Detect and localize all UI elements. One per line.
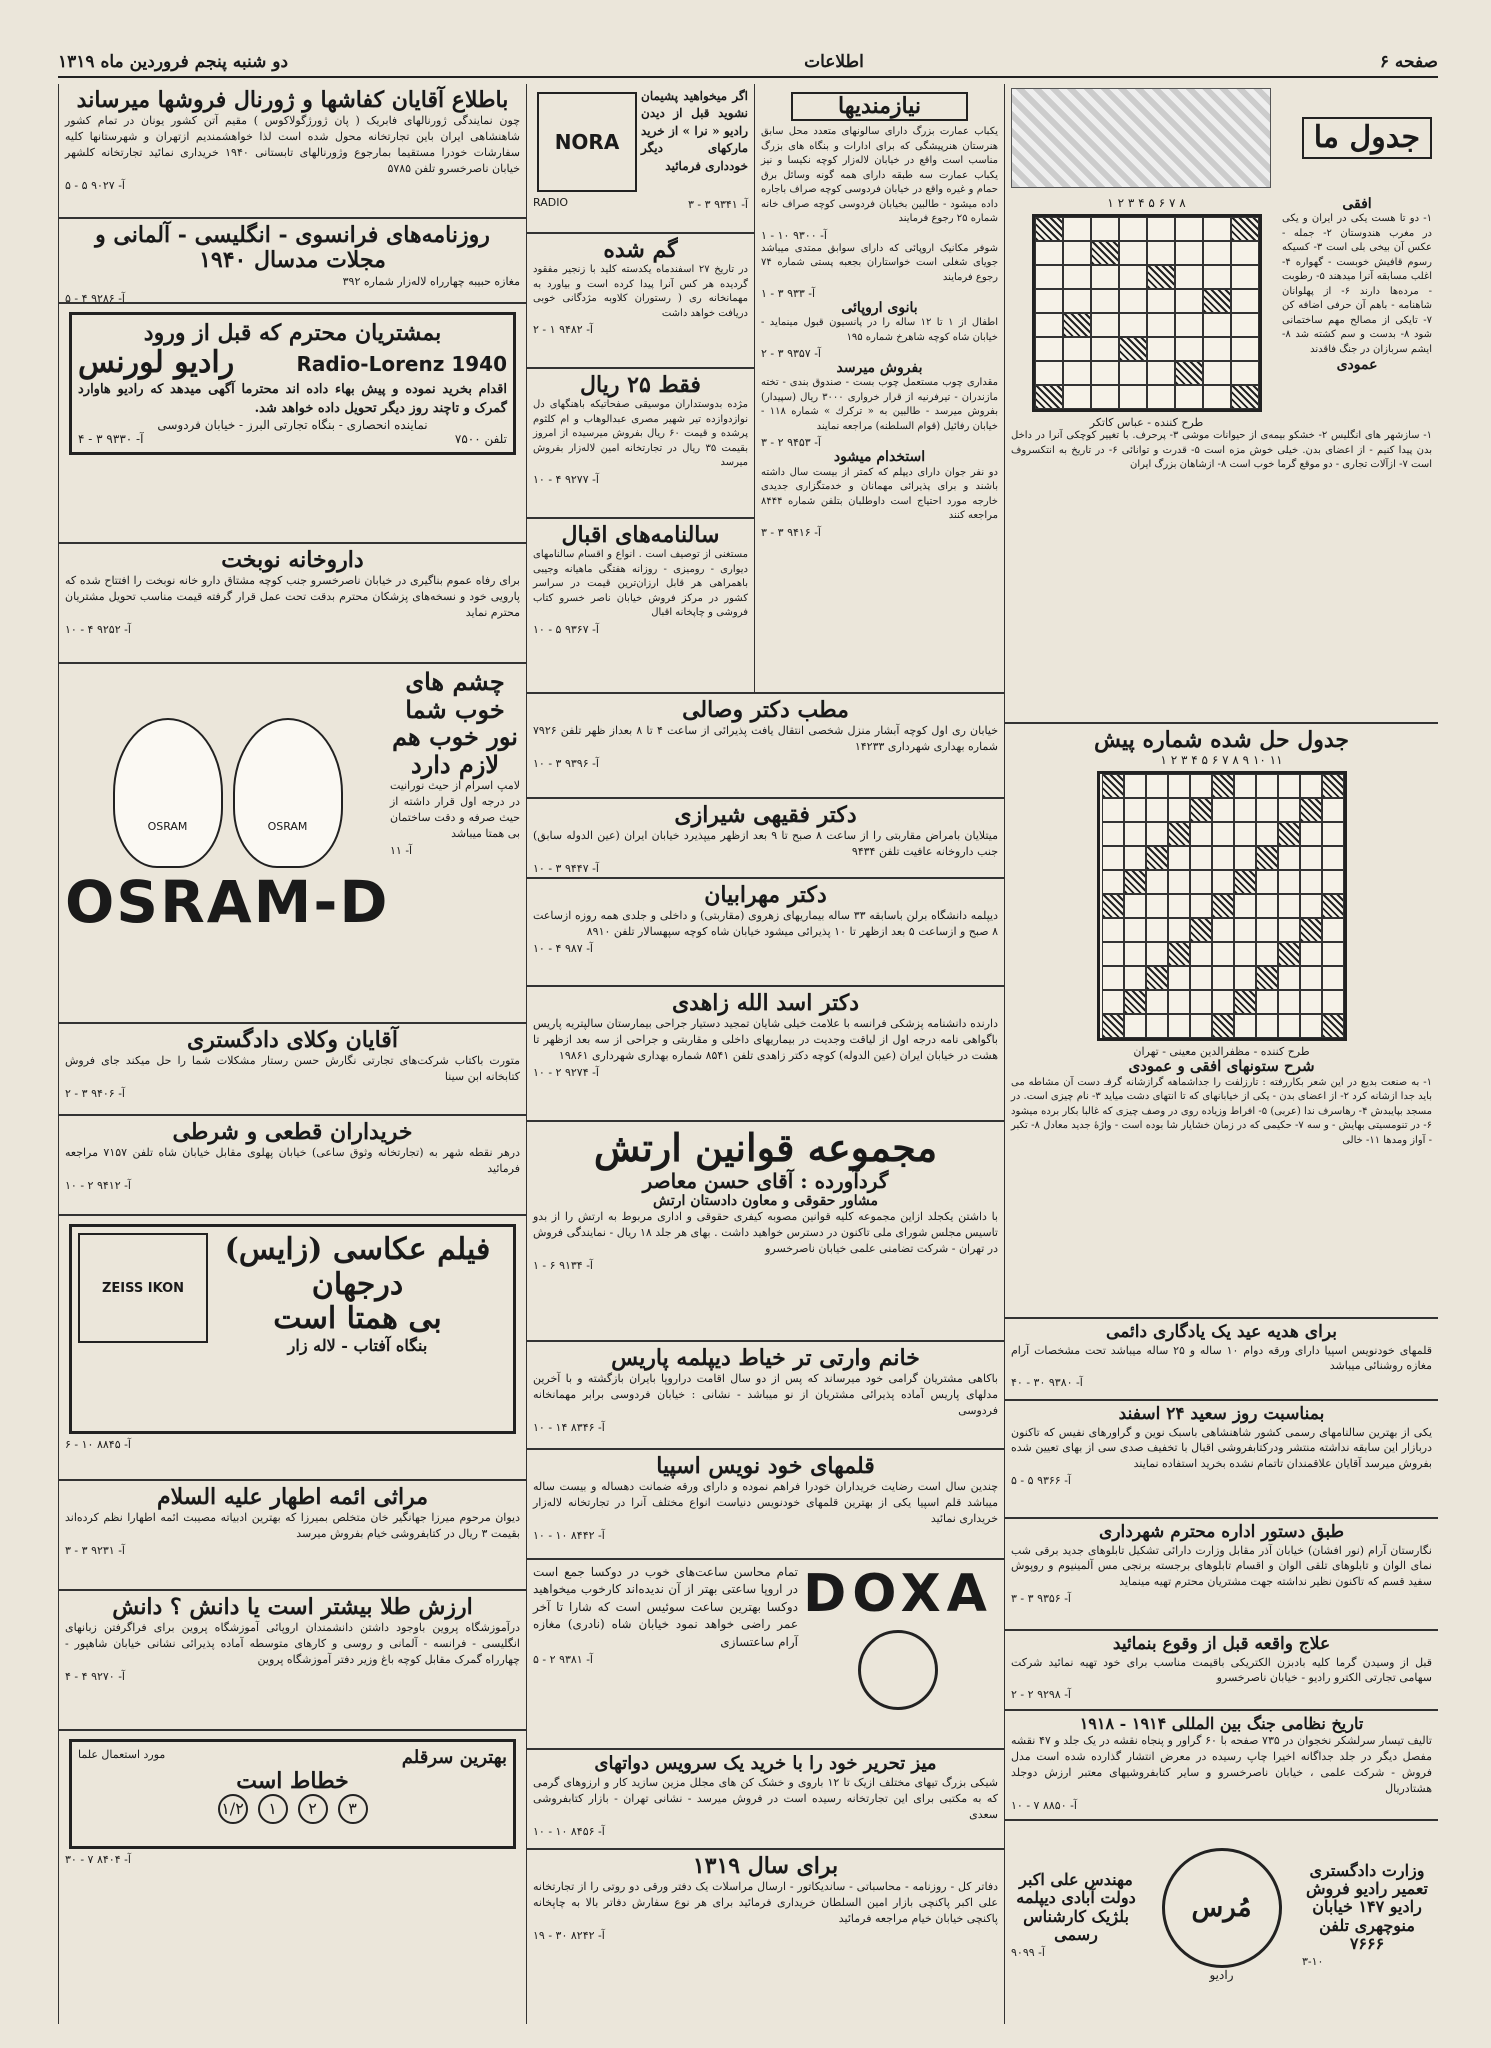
column-left-ads — [58, 84, 526, 2024]
grid-cell — [1278, 966, 1300, 990]
grid-cell — [1168, 870, 1190, 894]
grid-cell — [1102, 966, 1124, 990]
grid-cell — [1091, 361, 1119, 385]
ad-gift: برای هدیه عید یک یادگاری دائمی قلمهای خودنویس اسپیا دارای ورقه دوام ۱۰ ساله و ۲۵ ساله میباشد تحت مشخصات آرام مغازه روشنائی میباشد آ- ۹۳۸۰ ۳۰ - ۴۰ — [1005, 1319, 1438, 1401]
grid-cell — [1190, 942, 1212, 966]
grid-cell — [1231, 265, 1259, 289]
grid-cell — [1119, 241, 1147, 265]
grid-cell — [1231, 313, 1259, 337]
grid-cell — [1278, 990, 1300, 1014]
grid-cell — [1190, 990, 1212, 1014]
ad-parvin-school: ارزش طلا بیشتر است یا دانش ؟ دانش درآموزشگاه پروین باوجود داشتن دانشمندان اروپائی آموزشگاه پروین برای فراگرفتن زبانهای انگلیسی - فرانسه - آلمانی و روسی و کارهای متوسطه آماده پذیرائی نشانی خیابان شاهپور - چهارراه گمرک مقابل کوچه باغ وزیر دفتر آموزشگاه پروین آ- ۹۲۷۰ ۴ - ۴ — [59, 1591, 526, 1731]
grid-cell — [1256, 942, 1278, 966]
grid-cell — [1168, 822, 1190, 846]
grid-cell — [1212, 894, 1234, 918]
grid-cell — [1231, 385, 1259, 409]
doxa-logo: DOXA — [803, 1564, 993, 1624]
grid-cell — [1212, 846, 1234, 870]
crossword-illustration — [1011, 88, 1271, 188]
grid-cell — [1231, 361, 1259, 385]
grid-cell — [1168, 798, 1190, 822]
grid-cell — [1091, 217, 1119, 241]
grid-cell — [1212, 870, 1234, 894]
grid-cell — [1035, 385, 1063, 409]
grid-cell — [1300, 942, 1322, 966]
grid-cell — [1300, 774, 1322, 798]
grid-cell — [1190, 774, 1212, 798]
column-small-ads — [526, 84, 754, 694]
grid-cell — [1063, 361, 1091, 385]
ad-pen-nibs: بهترین سرقلم مورد استعمال علما خطاط است ۳ ۲ ۱ ۱/۲ آ- ۸۴۰۴ ۷ - ۳۰ — [59, 1731, 526, 1881]
grid-cell — [1175, 241, 1203, 265]
doctor-zahedi: دکتر اسد الله زاهدی دارنده دانشنامه پزشکی فرانسه با علامت خیلی شایان تمجید دستیار جراحی بیمارستان سالپتریه پاریس باگواهی نامه درجه اول از لیاقت وجدیت در بیماریهای داخلی و مقاربتی و جراحی از سه بعد ازظهر تا هشت در خیابان ایران (عین الدوله) کوچه دکتر زاهدی تلفن ۸۵۴۱ شماره بهداری شهرداری ۱۹۸۶۱ آ- ۹۲۷۴ ۲ - ۱۰ — [527, 987, 1004, 1122]
vertical-title: عمودی — [1336, 357, 1378, 374]
grid-cell — [1278, 942, 1300, 966]
watch-icon — [858, 1630, 938, 1710]
ad-yearbook: بمناسبت روز سعید ۲۴ اسفند یکی از بهترین سالنامهای رسمی کشور شاهنشاهی باسبک نوین و گراورهای نفیس که تاکنون دربازار این سابقه نداشته منتشر ودرکتابفروشی اقبال با تخفیف صدی سی از بهای تعیین شده بفروش میرسد آقایان علاقمندان تاتمام نشده بخرید استفاده نمایند آ- ۹۳۶۶ ۵ - ۵ — [1005, 1401, 1438, 1519]
grid-cell — [1063, 385, 1091, 409]
grid-cell — [1146, 990, 1168, 1014]
grid-cell — [1124, 990, 1146, 1014]
grid-cell — [1124, 966, 1146, 990]
grid-cell — [1175, 217, 1203, 241]
grid-cell — [1322, 822, 1344, 846]
grid-cell — [1256, 990, 1278, 1014]
issue-date: دو شنبه پنجم فروردین ماه ۱۳۱۹ — [58, 52, 289, 72]
grid-cell — [1190, 894, 1212, 918]
doctor-faghihi: دکتر فقیهی شیرازی میتلایان بامراض مقاربتی را از ساعت ۸ صبح تا ۹ بعد ازظهر میپذیرد خیابان ایران (عین الدوله سابق) جنب داروخانه عافیت تلفن ۹۴۳۴ آ- ۹۴۴۷ ۳ - ۱۰ — [527, 799, 1004, 879]
grid-cell — [1322, 1014, 1344, 1038]
grid-cell — [1147, 289, 1175, 313]
ad-desk-set: میز تحریر خود را با خرید یک سرویس دواتهای شیکی بزرگ تیهای مختلف ازیک تا ۱۲ باروی و خشک کن های مجلل مزین سازید کار و ارزوهای گرمی که به مکتبی برای این تجارتخانه رسیده است در فروش میرسد - نشانی تهران - بازار کتابفروشی سعدی آ- ۸۴۵۶ ۱۰ - ۱۰ — [527, 1750, 1004, 1850]
grid-cell — [1231, 241, 1259, 265]
grid-cell — [1124, 846, 1146, 870]
grid-cell — [1102, 894, 1124, 918]
grid-cell — [1119, 385, 1147, 409]
grid-cell — [1124, 894, 1146, 918]
grid-cell — [1234, 966, 1256, 990]
crossword-block — [1005, 84, 1438, 724]
grid-cell — [1212, 1014, 1234, 1038]
ad-war-history: تاریخ نظامی جنگ بین المللی ۱۹۱۴ - ۱۹۱۸ تالیف تیسار سرلشکر نخجوان در ۷۳۵ صفحه با ۶۰ گراور و پنجاه نقشه در یک جلد و ۴۷ نقشه مفصل دیگر در جلد جداگانه اخیرا چاپ رسیده در معرض انتشار گذارده شده است مدل فروش - شرکت علمی ، خیابان ناصرخسرو و سایر کتابفروشیهای معتبر ارزش دوجلد هشتادریال آ- ۸۸۵۰ ۷ - ۱۰ — [1005, 1711, 1438, 1821]
ad-buyers: خریداران قطعی و شرطی درهر نقطه شهر به (تجارتخانه وثوق ساعی) خیابان پهلوی مقابل خیابان شاه تلفن ۷۱۵۷ مراجعه فرمائید آ- ۹۴۱۲ ۲ - ۱۰ — [59, 1116, 526, 1216]
grid-cell — [1256, 846, 1278, 870]
grid-cell — [1146, 774, 1168, 798]
grid-cell — [1190, 966, 1212, 990]
grid-cell — [1231, 337, 1259, 361]
crossword-grid — [1032, 214, 1262, 412]
grid-cell — [1322, 966, 1344, 990]
grid-cell — [1190, 798, 1212, 822]
grid-cell — [1234, 822, 1256, 846]
grid-cell — [1190, 846, 1212, 870]
grid-cell — [1091, 265, 1119, 289]
grid-cell — [1124, 774, 1146, 798]
solved-explanation: ۱- به صنعت بدیع در این شعر بکاررفته : تارزلفت را جداشماهه گرازشانه گرفـ دست آن مشاطه می باید جدا ازشانه کرد ۲- از اعضای بدن - یکی از خیابانهای که تا انتهای دشت میاید ۳- نام چیزی است. در مسجد بپایبدش ۴- رهاسرف ندا (عربی) ۵- افراط وزیاده روی در وصف چیزی که غالبا بکار برده میشود ۶- در تنومسیتی بهایش - و سه ۷- حکیمی که در زمان خشایار شا بوده است - واژهٔ جدید معادل ۸- تکبر - آواز ومدها ۱۱- خالی — [1011, 1076, 1432, 1146]
grid-cell — [1146, 894, 1168, 918]
ad-army-law: مجموعه قوانین ارتش گردآورده : آقای حسن معاصر مشاور حقوقی و معاون دادستان ارتش با داشتن یکجلد ازاین مجموعه کلیه قوانین مصوبه کیفری حقوقی و اداری مربوط به ارتش را از بدو تاسیس مجلس شورای ملی تاکنون در دسترس خواهید داشت . بهای هر جلد ۱۸ ریال - نمایندگی فروش در تهران - شرکت تضامنی علمی خیابان ناصرخسرو آ- ۹۱۳۴ ۶ - ۱ — [527, 1122, 1004, 1342]
grid-cell — [1322, 894, 1344, 918]
grid-cell — [1278, 774, 1300, 798]
solved-title: جدول حل شده شماره پیش — [1094, 727, 1349, 753]
page-number: صفحه ۶ — [1379, 52, 1438, 72]
horizontal-clues: ۱- دو تا هست یکی در ایران و یکی در مغرب هندوستان ۲- جمله - عکس آن بیخی بلی است ۳- کسیکه رسوم قافیش خوبست - گهواره ۴- اغلب مسابقه آنرا میدهند ۵- رطوبت - مرده‌ها دارند ۶- از پهلوانان شاهنامه - باهم آن حرفی اضافه کن ۷- تایکی از مصالح مهم ساختمانی شود ۸- بدست و سم کشته شد ۸- ایشم سربازان در جنگ فاقدند — [1282, 213, 1433, 355]
grid-cell — [1102, 870, 1124, 894]
grid-cell — [1146, 798, 1168, 822]
paper-name: اطلاعات — [804, 52, 864, 72]
grid-cell — [1175, 361, 1203, 385]
grid-cell — [1212, 966, 1234, 990]
grid-cell — [1322, 774, 1344, 798]
grid-cell — [1091, 289, 1119, 313]
solved-crossword-block — [1005, 724, 1438, 1319]
crossword-credit: طرح کننده - عباس کاتکر — [1089, 416, 1204, 429]
grid-cell — [1300, 966, 1322, 990]
grid-cell — [1212, 990, 1234, 1014]
grid-cell — [1234, 894, 1256, 918]
grid-cell — [1147, 361, 1175, 385]
grid-cell — [1256, 894, 1278, 918]
grid-cell — [1234, 918, 1256, 942]
grid-cell — [1147, 265, 1175, 289]
grid-cell — [1256, 798, 1278, 822]
grid-cell — [1147, 313, 1175, 337]
grid-cell — [1124, 822, 1146, 846]
grid-cell — [1203, 241, 1231, 265]
engineer-ad: مهندس علی اکبر دولت آبادی دیپلمه بلژیک کارشناس رسمی — [1016, 1869, 1136, 1944]
ad-iqbal: سالنامه‌های اقبال مستغنی از توصیف است . انواع و اقسام سالنامهای دیواری - رومیزی - روزانه هفتگی ماهیانه وجیبی باهمراهی هر قابل ارزان‌ترین قیمت در سراسر کشور در مرکز فروش خیابان ناصر خسرو کتاب فروشی و چاپخانه اقبال آ- ۹۳۶۷ ۵ - ۱۰ — [527, 519, 754, 694]
grid-cell — [1234, 990, 1256, 1014]
grid-cell — [1300, 822, 1322, 846]
grid-cell — [1146, 822, 1168, 846]
ad-lawyers: آقایان وکلای دادگستری متورت باکتاب شرکت‌های تجارتی نگارش حسن رستار مشکلات شما را حل میکند جای فروش کتابخانه ابن سینا آ- ۹۴۰۶ ۳ - ۲ — [59, 1024, 526, 1116]
grid-cell — [1234, 798, 1256, 822]
grid-cell — [1119, 361, 1147, 385]
grid-cell — [1203, 217, 1231, 241]
ad-nobakht-pharmacy: داروخانه نوبخت برای رفاه عموم بناگیری در خیابان ناصرخسرو جنب کوچه مشتاق دارو خانه نوبخت را افتتاح شده که پارویی خود و نسخه‌های پزشکان محترم بدقت تحت عمل قرار گرفته قیمت مناسب تحویل مشتریان محترم نماید آ- ۹۲۵۲ ۴ - ۱۰ — [59, 544, 526, 664]
grid-cell — [1147, 241, 1175, 265]
grid-cell — [1234, 1014, 1256, 1038]
grid-cell — [1278, 798, 1300, 822]
grid-cell — [1091, 385, 1119, 409]
grid-cell — [1300, 798, 1322, 822]
grid-cell — [1300, 990, 1322, 1014]
grid-cell — [1175, 265, 1203, 289]
ad-shoe-journals: باطلاع آقایان کفاشها و ژورنال فروشها میرساند چون نمایندگی ژورنالهای فابریک ( پان ژورژگولاکوس ) مقیم آتن کشور یونان در تمام کشور شاهنشاهی ایران باین تجارتخانه محول شده است لذا خواهشمندیم ازتهران و شهرستانها کلیه سفارشات خودرا مستقیما بمارجوع وژورنالهای تابستانی ۱۹۴۰ خریداری نمائید تجارتخانه کلشهر خیابان ناصرخسرو تلفن ۵۷۸۵ آ- ۹۰۲۷ ۵ - ۵ — [59, 84, 526, 219]
grid-cell — [1063, 289, 1091, 313]
grid-cell — [1203, 265, 1231, 289]
grid-cell — [1300, 870, 1322, 894]
grid-cell — [1256, 870, 1278, 894]
grid-cell — [1212, 774, 1234, 798]
grid-cell — [1190, 918, 1212, 942]
solved-grid — [1097, 771, 1347, 1041]
grid-cell — [1278, 894, 1300, 918]
grid-cell — [1119, 265, 1147, 289]
crossword-title: جدول ما — [1302, 117, 1432, 160]
grid-cell — [1234, 870, 1256, 894]
grid-cell — [1190, 1014, 1212, 1038]
ad-doxa: DOXA تمام محاسن ساعت‌های خوب در دوکسا جمع است در اروپا ساعتی بهتر از آن ندیده‌اند کارخوب میخواهید دوکسا بهترین ساعت سوئیس است که شارا تا آخر عمر راضی خواهد نمود خیابان شاه (نادری) مغازه آرام ساعتسازی آ- ۹۳۸۱ ۲ - ۵ — [527, 1560, 1004, 1750]
solved-column-numbers: ۱۱ ۱۰ ۹ ۸ ۷ ۶ ۵ ۴ ۳ ۲ ۱ — [1160, 753, 1283, 768]
grid-cell — [1035, 361, 1063, 385]
grid-cell — [1102, 990, 1124, 1014]
grid-cell — [1124, 942, 1146, 966]
grid-cell — [1035, 217, 1063, 241]
lightbulb-icon-2: OSRAM — [113, 718, 223, 868]
grid-cell — [1300, 918, 1322, 942]
doctor-vesali: مطب دکتر وصالی خیابان ری اول کوچه آبشار منزل شخصی انتقال یافت پذیرائی از ساعت ۴ تا ۸ بعداز ظهر تلفن ۷۹۲۶ شماره بهداری شهرداری ۱۴۲۳۳ آ- ۹۳۹۶ ۳ - ۱۰ — [527, 694, 1004, 799]
grid-cell — [1168, 942, 1190, 966]
ad-lost: گم شده در تاریخ ۲۷ اسفندماه یکدسته کلید با زنجیر مفقود گردیده هر کس آنرا پیدا کرده است و بیاورد به مهمانخانه ری ( رستوران کلاوبه مژدگانی خوبی دریافت خواهد داشت آ- ۹۴۸۲ ۱ - ۲ — [527, 234, 754, 369]
grid-cell — [1168, 774, 1190, 798]
ad-osram: چشم های خوب شما نور خوب هم لازم دارد لامپ اسرام از حیث نورانیت در درجه اول قرار داشته از حیث صرفه و دقت ساختمان بی همتا میباشد آ- ۱۱ OSRAM OSRAM OSRAM-D — [59, 664, 526, 1024]
grid-cell — [1256, 1014, 1278, 1038]
grid-cell — [1146, 1014, 1168, 1038]
grid-cell — [1063, 241, 1091, 265]
grid-cell — [1175, 313, 1203, 337]
grid-cell — [1278, 846, 1300, 870]
radio-repair-ad: وزارت دادگستری تعمیر رادیو فروش رادیو ۱۴۷ خیابان منوچهری تلفن ۷۶۶۶ — [1306, 1860, 1428, 1954]
grid-cell — [1256, 918, 1278, 942]
grid-cell — [1322, 990, 1344, 1014]
grid-cell — [1300, 1014, 1322, 1038]
grid-cell — [1300, 894, 1322, 918]
grid-cell — [1146, 942, 1168, 966]
nora-logo: NORA — [537, 92, 637, 192]
grid-cell — [1102, 918, 1124, 942]
grid-cell — [1175, 289, 1203, 313]
grid-cell — [1119, 337, 1147, 361]
lightbulb-icon: OSRAM — [233, 718, 343, 868]
grid-cell — [1203, 361, 1231, 385]
ad-year-books: برای سال ۱۳۱۹ دفاتر کل - روزنامه - محاسباتی - ساندیکاتور - ارسال مراسلات یک دفتر ورقی دو روتی را از تجارتخانه علی اکبر پاکنچی بازار امین السلطان خریداری فرمائید برای هر نوع سفارش دفاتر بالا به چاپخانه پاکنچی خیابان خیام مراجعه فرمائید آ- ۸۲۴۲ ۳۰ - ۱۹ — [533, 1853, 998, 1943]
grid-cell — [1168, 1014, 1190, 1038]
grid-cell — [1124, 798, 1146, 822]
column-doctors — [526, 694, 1004, 2024]
grid-cell — [1102, 942, 1124, 966]
grid-cell — [1124, 1014, 1146, 1038]
vertical-clues: ۱- سازشهر های انگلیس ۲- خشکو بیمه‌ی از حیوانات موشی ۳- پرحرف. با تغییر کوچکی آنرا در داخل بدن پیدا کنیم - از اعضای بدن. خیلی خوش مزه است ۵- قدرت و توانائی ۶- در تاریخ به انتکسروف است ۷- ازآلات تجاری - دو موقع گرما خوب است ۸- ازشاهان بزرگ ایران — [1011, 430, 1433, 470]
grid-cell — [1203, 289, 1231, 313]
grid-cell — [1322, 918, 1344, 942]
grid-cell — [1212, 942, 1234, 966]
grid-cell — [1212, 822, 1234, 846]
grid-cell — [1322, 798, 1344, 822]
ad-signboards: طبق دستور اداره محترم شهرداری نگارستان آرام (نور افشان) خیابان آذر مقابل وزارت دارائی تشکیل تابلوهای جدید برقی شب نمای الوان و تابلوهای تلقی الوان و اقسام تابلوهای برجسته برنجی مس آلمینیوم و روپوش سفید قسم که تاکنون نظیر نداشته جهت مشتریان محترم تهیه مینماید آ- ۹۳۵۶ ۳ - ۳ — [1005, 1519, 1438, 1631]
grid-cell — [1231, 289, 1259, 313]
wanted-title: نیازمندیها — [791, 92, 968, 121]
grid-cell — [1147, 385, 1175, 409]
grid-cell — [1168, 918, 1190, 942]
ad-tailor: خانم وارتی تر خیاط دیپلمه پاریس باکاهی مشتریان گرامی خود میرساند که پس از دو سال اقامت دراروپا بایران بازگشته و با آخرین مدلهای پاریس آماده پذیرائی مشتریان از نو میباشد - نشانی : خیابان فردوسی برابر مهمانخانه فردوسی آ- ۸۳۴۶ ۱۴ - ۱۰ — [527, 1342, 1004, 1450]
grid-cell — [1168, 846, 1190, 870]
grid-cell — [1322, 870, 1344, 894]
grid-cell — [1168, 990, 1190, 1014]
grid-cell — [1102, 822, 1124, 846]
ad-zeiss-film: فیلم عکاسی (زایس) درجهان بی همتا است بنگاه آفتاب - لاله زار ZEISS IKON آ- ۸۸۴۵ ۱۰ - ۶ — [59, 1216, 526, 1481]
grid-cell — [1168, 966, 1190, 990]
horizontal-title: افقی — [1342, 196, 1372, 212]
film-box-icon: ZEISS IKON — [78, 1233, 208, 1343]
grid-cell — [1063, 313, 1091, 337]
morse-logo: مُرس — [1162, 1848, 1282, 1968]
grid-cell — [1234, 774, 1256, 798]
column-crossword — [1004, 84, 1438, 2024]
grid-cell — [1234, 846, 1256, 870]
grid-cell — [1035, 265, 1063, 289]
grid-cell — [1175, 337, 1203, 361]
grid-cell — [1035, 313, 1063, 337]
grid-cell — [1146, 870, 1168, 894]
grid-cell — [1256, 966, 1278, 990]
grid-cell — [1063, 265, 1091, 289]
grid-cell — [1146, 846, 1168, 870]
grid-cell — [1190, 822, 1212, 846]
ad-lorenz: بمشتریان محترم که قبل از ورود Radio-Lorenz 1940 رادیو لورنس اقدام بخرید نموده و پیش بهاء داده اند محترما آگهی میدهد که رادیو هاوارد گمرک و تاچند روز دیگر تحویل داده خواهد شد. نماینده انحصاری - بنگاه تجارتی البرز - خیابان فردوسی تلفن ۷۵۰۰ آ- ۹۳۳۰ ۳ - ۴ — [59, 304, 526, 544]
grid-cell — [1147, 337, 1175, 361]
grid-cell — [1322, 846, 1344, 870]
grid-cell — [1278, 1014, 1300, 1038]
ad-music: فقط ۲۵ ریال مژده بدوستداران موسیقی صفحاتیکه باهنگهای دل نوازدوازده تیر شهیر مصری عبدالوهاب و ام کلثوم پرشده و قیمت ۶۰ ریال بفروش میرسیده از امروز بقیمت ۳۵ ریال در تجارتخانه امین لاله‌زار بفروش میرسد آ- ۹۲۷۷ ۴ - ۱۰ — [527, 369, 754, 519]
grid-cell — [1102, 798, 1124, 822]
grid-cell — [1091, 337, 1119, 361]
grid-cell — [1147, 217, 1175, 241]
bottom-ads-row: وزارت دادگستری تعمیر رادیو فروش رادیو ۱۴۷ خیابان منوچهری تلفن ۷۶۶۶ ۳-۱۰ مُرس رادیو مهندس علی اکبر دولت آبادی دیپلمه بلژیک کارشناس رسمی آ- ۹۰۹۹ — [1005, 1821, 1438, 2009]
grid-cell — [1146, 918, 1168, 942]
grid-cell — [1256, 822, 1278, 846]
grid-cell — [1234, 942, 1256, 966]
column-wanted: نیازمندیها یکباب عمارت بزرگ دارای سالونهای متعدد محل سابق هنرستان هنرپیشگی که برای ادارات و بنگاه های بزرگ مناسب است واقع در خیابان لاله‌زار کوچه نکیسا و نیز یکباب عمارت سه طبقه دارای همه گونه وسائل برق حمام و غیره واقع در خیابان فردوسی کوچه صراف باجاره داده میشود - طالبین بخیابان فردوسی کوچه صراف خانه شماره ۲۵ رجوع فرمایند آ- ۹۳۰۰ ۱۰ - ۱ شوفر مکانیک اروپائی که دارای سوابق ممتدی میباشد جویای شغلی است خواستاران بجعبه پستی شماره ۷۴ رجوع فرمایند آ- ۹۳۳ ۳ - ۱ بانوی اروپائی اطفال از ۱ تا ۱۲ ساله را در پانسیون قبول مینماید - خیابان شاه کوچه شاهرخ شماره ۱۹۵ آ- ۹۳۵۷ ۳ - ۲ بفروش میرسد مقداری چوب مستعمل چوب بست - صندوق بندی - تخته مازندران - تیرفرنیه از قرار خرواری ۳۰۰۰ ریال (سپیدار) بفروش میرسد - طالبین به « ترکرك » شماره ۱۱۸ - خیابان رفائیل (قوام السلطنه) مراجعه نمایند آ- ۹۴۵۳ ۲ - ۳ استخدام میشود دو نفر جوان دارای دیپلم که کمتر از بیست سال داشته باشند و برای پذیرائی مهمانان و خدمتگزاری جدیدی خارجه مورد احتیاج است داوطلبان بتلفن شماره ۸۴۴۴ مراجعه کنند آ- ۹۴۱۶ ۳ - ۳ — [754, 84, 1004, 694]
ad-aspia: قلمهای خود نویس اسپیا چندین سال است رضایت خریداران خودرا فراهم نموده و دارای ورقه ضمانت دهساله و بیست ساله میباشد قلم اسپیا یکی از بهترین قلمهای خودنویس دنیاست انواع مختلف آنرا در تجارتخانه لاله‌زار خریداری نمائید آ- ۸۴۴۲ ۱۰ - ۱۰ — [527, 1450, 1004, 1560]
grid-cell — [1102, 774, 1124, 798]
grid-cell — [1212, 798, 1234, 822]
grid-cell — [1124, 918, 1146, 942]
grid-cell — [1278, 918, 1300, 942]
crossword-column-numbers: ۸ ۷ ۶ ۵ ۴ ۳ ۲ ۱ — [1107, 196, 1186, 210]
grid-cell — [1124, 870, 1146, 894]
grid-cell — [1102, 846, 1124, 870]
doctor-mehrabian: دکتر مهرابیان دیپلمه دانشگاه برلن باسابقه ۳۳ ساله بیماریهای زهروی (مقاربتی) و داخلی و جلدی همه روزه ازساعت ۸ صبح و ازساعت ۵ بعد ازظهر تا ۱۰ پذیرائی میشود خیابان شاه کوچه سپهسالار تلفن ۸۹۱۰ آ- ۹۸۷ ۴ - ۱۰ — [527, 879, 1004, 987]
solved-explain-title: شرح ستونهای افقی و عمودی — [1128, 1057, 1315, 1076]
ad-nora-radio: اگر میخواهید پشیمان نشوید قبل از دیدن رادیو « نرا » از خرید مارکهای دیگر خودداری فرمائید NORA آ- ۹۳۴۱ ۳ - ۳ RADIO — [527, 84, 754, 234]
grid-cell — [1119, 313, 1147, 337]
grid-cell — [1091, 313, 1119, 337]
grid-cell — [1063, 217, 1091, 241]
grid-cell — [1063, 337, 1091, 361]
ad-elegies: مراثی ائمه اطهار علیه السلام دیوان مرحوم میرزا جهانگیر خان متخلص بمیرزا که بهترین ادبیاته مصیبت ائمه اطهارا نظم کرده‌اند بقیمت ۳ ریال در کتابفروشی خیام بفروش میرسد آ- ۹۲۳۱ ۳ - ۳ — [59, 1481, 526, 1591]
grid-cell — [1035, 337, 1063, 361]
grid-cell — [1322, 942, 1344, 966]
grid-cell — [1035, 241, 1063, 265]
grid-cell — [1203, 385, 1231, 409]
ad-fans: علاج واقعه قبل از وقوع بنمائید قبل از وسیدن گرما کلیه بادبزن الکتریکی باقیمت مناسب برای خود تهیه نمائید شرکت سهامی تجارتی الکترو رادیو - خیابان ناصرخسرو آ- ۹۲۹۸ ۲ - ۲ — [1005, 1631, 1438, 1711]
solved-credit: طرح کننده - مظفرالدین معینی - تهران — [1133, 1045, 1310, 1059]
grid-cell — [1278, 822, 1300, 846]
grid-cell — [1119, 289, 1147, 313]
grid-cell — [1119, 217, 1147, 241]
grid-cell — [1203, 313, 1231, 337]
grid-cell — [1102, 1014, 1124, 1038]
grid-cell — [1091, 241, 1119, 265]
grid-cell — [1212, 918, 1234, 942]
ad-foreign-newspapers: روزنامه‌های فرانسوی - انگلیسی - آلمانی و مجلات مدسال ۱۹۴۰ مغازه حبیبه چهارراه لاله‌زار شماره ۳۹۲ آ- ۹۲۸۶ ۴ - ۵ — [59, 219, 526, 304]
grid-cell — [1300, 846, 1322, 870]
grid-cell — [1168, 894, 1190, 918]
masthead — [58, 48, 1438, 78]
grid-cell — [1035, 289, 1063, 313]
grid-cell — [1190, 870, 1212, 894]
osram-logo: OSRAM-D — [65, 868, 390, 936]
grid-cell — [1203, 337, 1231, 361]
grid-cell — [1146, 966, 1168, 990]
grid-cell — [1231, 217, 1259, 241]
grid-cell — [1278, 870, 1300, 894]
grid-cell — [1175, 385, 1203, 409]
grid-cell — [1256, 774, 1278, 798]
